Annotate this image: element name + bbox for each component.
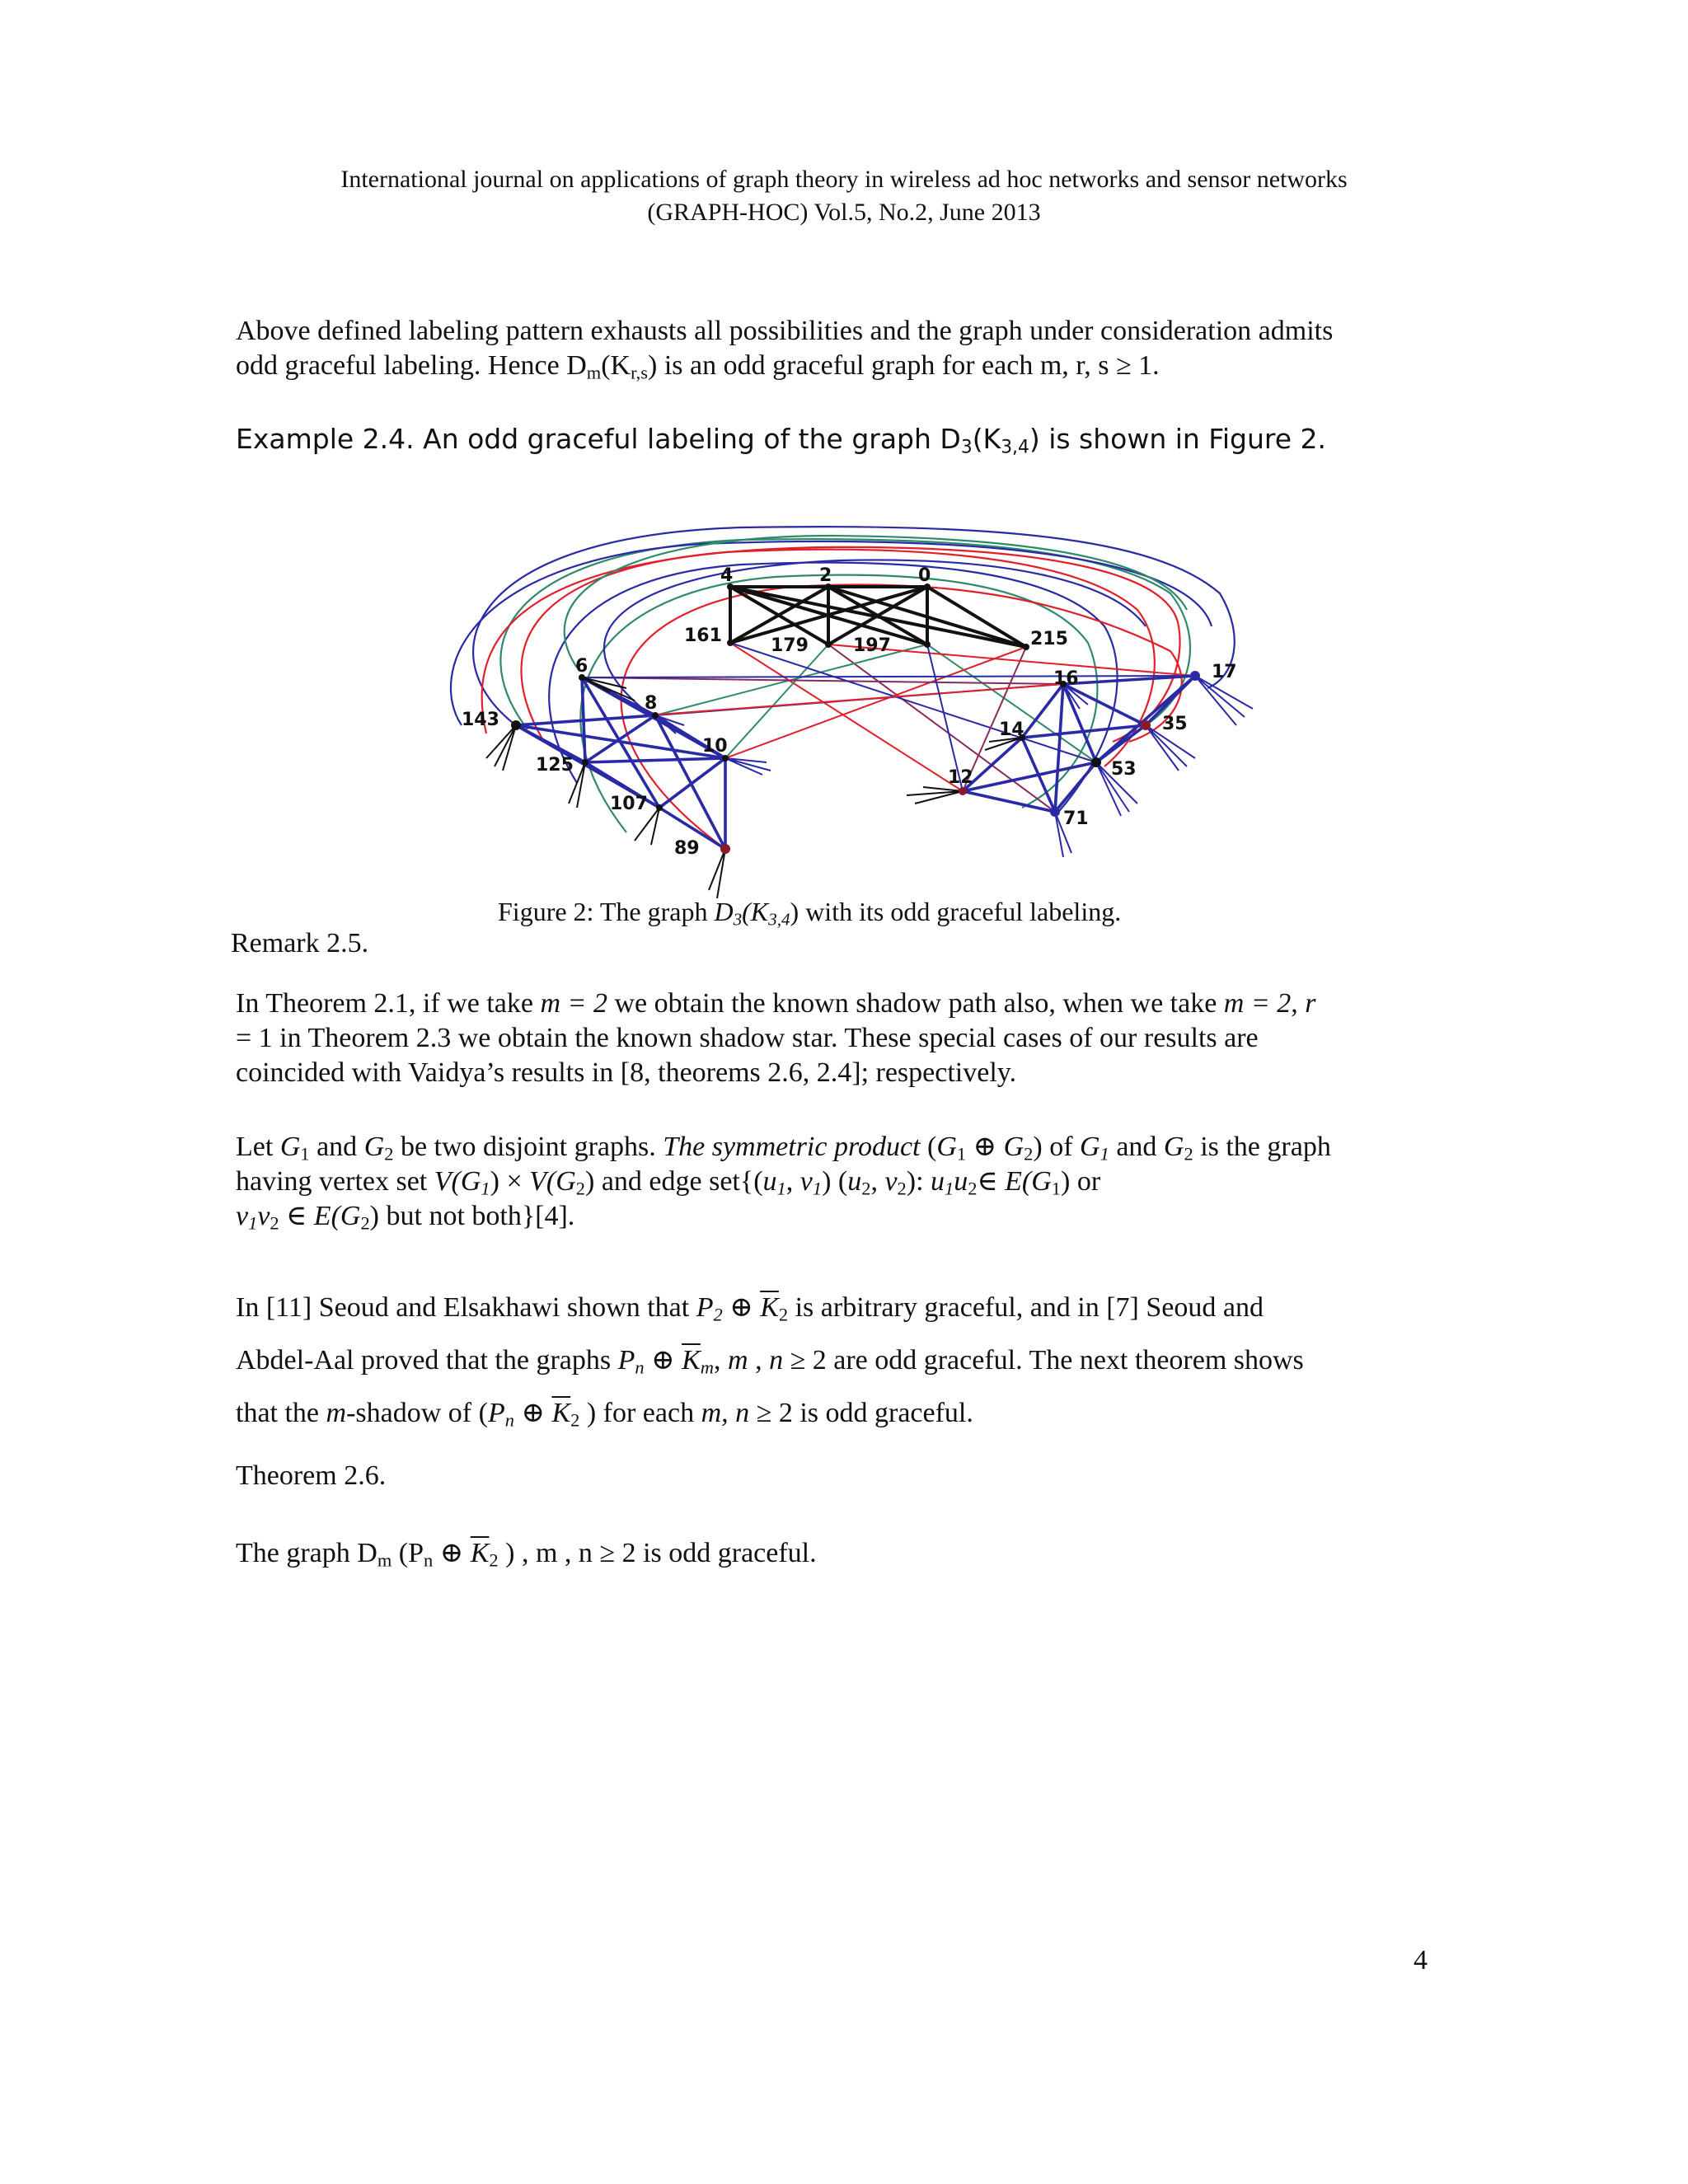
cross-edge — [725, 644, 828, 758]
vertex — [1050, 807, 1060, 817]
journal-header-line1: International journal on applications of graph theory in wireless ad hoc networks and sensor networks — [340, 166, 1348, 193]
pendant-edge — [486, 725, 516, 771]
theorem-title: Theorem 2.6. — [236, 1460, 387, 1491]
vertex-label-6: 6 — [575, 656, 588, 677]
symmetric-line1: Let $G_1$ and $G_2$ be two disjoint graphs. The symmetric product ($G_1$ ⊕ $G_2$) of $G_1$ and $G_2$ is the graph — [236, 1132, 1331, 1165]
page-number: 4 — [1414, 1945, 1428, 1975]
seoud-paragraph — [236, 1282, 1428, 1440]
remark-line1: In Theorem 2.1, if we take m = 2 we obtain the known shadow path also, when we take m = 2, r — [236, 988, 1316, 1019]
vertex — [959, 787, 967, 795]
vertex-label-35: 35 — [1162, 714, 1188, 734]
arc-edge — [549, 563, 1117, 816]
vertex-label-16: 16 — [1053, 668, 1079, 689]
vertex-label-179: 179 — [771, 635, 809, 656]
vertex — [1190, 671, 1200, 681]
cross-edge — [725, 647, 1026, 758]
journal-header-line2: (GRAPH-HOC) Vol.5, No.2, June 2013 — [647, 199, 1041, 226]
vertex — [1023, 644, 1029, 650]
vertex — [825, 641, 832, 648]
vertex — [924, 641, 931, 648]
vertex-label-71: 71 — [1063, 808, 1089, 829]
vertex-label-89: 89 — [674, 838, 700, 859]
figure-2-graph — [429, 519, 1286, 907]
intro-line2: odd graceful labeling. Hence $D_m(K_{r,s})$ is an odd graceful graph for each m, r, s ≥ 1. — [236, 350, 1160, 383]
arc-edge — [473, 527, 1235, 725]
pendant-edge — [1195, 676, 1253, 725]
vertex — [1141, 720, 1151, 730]
vertex-label-4: 4 — [720, 565, 734, 586]
pendant-edge — [907, 787, 963, 804]
seoud-line2: Abdel-Aal proved that the graphs $P_n$ ⊕ $\overline{K}_m$, m , n ≥ 2 are odd graceful. The next theorem shows — [236, 1345, 1304, 1378]
vertex — [656, 804, 663, 811]
pendant-edge — [709, 849, 725, 898]
vertex-label-17: 17 — [1212, 662, 1237, 682]
vertex — [727, 640, 734, 646]
pendant-edge — [725, 758, 771, 775]
seoud-line3: that the m-shadow of ($P_n$ ⊕ $\overline{K}_2$ ) for each m, n ≥ 2 is odd graceful. — [236, 1398, 973, 1431]
vertex-label-215: 215 — [1030, 629, 1068, 649]
remark-body — [236, 987, 1428, 1090]
seoud-line1: In [11] Seoud and Elsakhawi shown that $P_2$ ⊕ $\overline{K}_2$ is arbitrary graceful, and in [7] Seoud and — [236, 1292, 1264, 1325]
intro-line1: Above defined labeling pattern exhausts all possibilities and the graph under consideration admits — [236, 316, 1334, 346]
vertex-label-107: 107 — [610, 794, 648, 814]
remark-line2: = 1 in Theorem 2.3 we obtain the known shadow star. These special cases of our results are — [236, 1023, 1259, 1053]
vertex-label-8: 8 — [645, 693, 658, 714]
figure-caption: Figure 2: The graph $D_3(K_{3,4})$ with its odd graceful labeling. — [498, 897, 1122, 930]
theorem-statement: The graph $D_m$ ($P_n$ ⊕ $\overline{K}_2$ ) , m , n ≥ 2 is odd graceful. — [236, 1538, 817, 1571]
symmetric-line2: having vertex set $V(G_1) \times V(G_2)$ and edge $set\{(u_1$, $v_1$) ($u_2$, $v_2$): $u_1u_2\in$ $E(G_1)$ or — [236, 1166, 1101, 1199]
vertex-label-53: 53 — [1111, 759, 1137, 780]
vertex — [1091, 757, 1101, 767]
vertex-label-197: 197 — [853, 635, 891, 656]
vertex-label-2: 2 — [819, 565, 832, 586]
vertex-label-10: 10 — [702, 736, 728, 757]
remark-line3: coincided with Vaidya’s results in [8, theorems 2.6, 2.4]; respectively. — [236, 1057, 1017, 1088]
vertex — [720, 844, 730, 854]
vertex-label-0: 0 — [918, 565, 931, 586]
remark-title: Remark 2.5. — [231, 928, 369, 958]
vertex — [582, 759, 588, 766]
vertex-label-12: 12 — [948, 767, 973, 788]
symmetric-line3: $v_1v_2$ ∈ $E(G_2)$ but not both}[4]. — [236, 1201, 575, 1234]
vertex-label-14: 14 — [999, 719, 1025, 740]
intro-paragraph — [236, 314, 1428, 383]
cross-edge — [582, 677, 1063, 684]
vertex-label-161: 161 — [684, 626, 722, 646]
cross-edge — [582, 676, 1195, 677]
vertex-label-143: 143 — [462, 710, 499, 730]
cross-edge — [730, 643, 1096, 762]
vertex — [511, 720, 521, 730]
symmetric-product-paragraph — [236, 1130, 1428, 1234]
example-2-4: Example 2.4. An odd graceful labeling of the graph $D_3(K_{3,4})$ is shown in Figure 2. — [236, 423, 1327, 458]
vertex-label-125: 125 — [536, 755, 574, 776]
